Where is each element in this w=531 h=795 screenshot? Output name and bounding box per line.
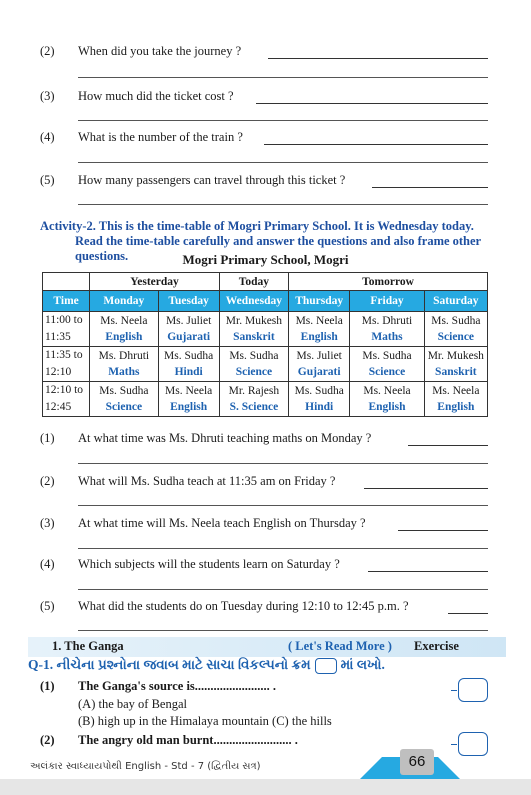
subject-name: Hindi [305, 401, 334, 413]
time-start: 12:10 to [45, 384, 84, 396]
answer-line[interactable] [78, 162, 488, 163]
question-number: (2) [40, 733, 55, 747]
teacher-name: Ms. Sudha [362, 350, 412, 362]
teacher-name: Mr. Rajesh [228, 385, 280, 397]
question-text: What did the students do on Tuesday during 12:10 to 12:45 p.m. ? [78, 599, 409, 613]
time-start: 11:35 to [45, 349, 83, 361]
period-cell [90, 347, 158, 382]
question-number: (3) [40, 516, 55, 530]
timetable [42, 272, 488, 417]
read-more-label: ( Let's Read More ) [288, 639, 392, 653]
period-cell [158, 312, 219, 347]
question-text: The angry old man burnt......................... . [78, 733, 298, 747]
time-cell [43, 382, 90, 417]
time-cell [43, 347, 90, 382]
header-saturday: Saturday [424, 291, 487, 312]
time-end: 11:35 [45, 331, 71, 343]
subject-name: English [105, 331, 143, 343]
period-cell [219, 382, 288, 417]
subject-name: English [368, 401, 406, 413]
subject-name: Sanskrit [435, 366, 477, 378]
section-title: 1. The Ganga [52, 639, 124, 653]
question-number: (1) [40, 679, 55, 693]
period-cell [219, 347, 288, 382]
subject-name: English [437, 401, 475, 413]
dash-mark [451, 690, 457, 691]
teacher-name: Ms. Sudha [99, 385, 149, 397]
question-text: At what time will Ms. Neela teach English on Thursday ? [78, 516, 366, 530]
instruction-after: માં લખો. [340, 657, 385, 672]
teacher-name: Ms. Juliet [165, 315, 212, 327]
table-row [43, 312, 488, 347]
teacher-name: Ms. Sudha [431, 315, 481, 327]
answer-line[interactable] [78, 120, 488, 121]
subject-name: English [300, 331, 338, 343]
teacher-name: Ms. Neela [100, 315, 148, 327]
group-yesterday: Yesterday [90, 273, 220, 291]
header-tuesday: Tuesday [158, 291, 219, 312]
page-number: 66 [400, 749, 434, 775]
instruction [28, 657, 385, 674]
timetable-title: Mogri Primary School, Mogri [182, 252, 349, 267]
table-row [43, 347, 488, 382]
group-tomorrow: Tomorrow [289, 273, 488, 291]
subject-name: Gujarati [297, 366, 341, 378]
subject-name: Science [437, 331, 475, 343]
answer-box[interactable] [458, 732, 488, 756]
header-wednesday: Wednesday [219, 291, 288, 312]
question-number: (2) [40, 474, 55, 488]
question-text: When did you take the journey ? [78, 44, 242, 58]
page-footer [0, 753, 531, 795]
answer-line[interactable] [364, 488, 488, 489]
answer-line[interactable] [368, 571, 488, 572]
question-number: (1) [40, 431, 55, 445]
answer-line[interactable] [408, 445, 488, 446]
time-cell [43, 312, 90, 347]
period-cell [289, 312, 350, 347]
subject-name: Science [368, 366, 406, 378]
exercise-question-2 [40, 733, 298, 748]
question-number: (3) [40, 89, 55, 103]
subject-name: Maths [371, 331, 403, 343]
answer-line[interactable] [78, 77, 488, 78]
instruction-before: Q-1. નીચેના પ્રશ્નોના જવાબ માટે સાચા વિકલ્પનો ક્રમ [28, 657, 311, 672]
period-cell [289, 382, 350, 417]
option-line: (A) the bay of Bengal [78, 697, 187, 711]
subject-name: Science [235, 366, 273, 378]
answer-line[interactable] [398, 530, 488, 531]
question-number: (2) [40, 44, 55, 58]
question-text: How many passengers can travel through this ticket ? [78, 173, 346, 187]
header-monday: Monday [90, 291, 158, 312]
question-text: At what time was Ms. Dhruti teaching maths on Monday ? [78, 431, 372, 445]
period-cell [424, 382, 487, 417]
group-today: Today [219, 273, 288, 291]
subject-name: English [170, 401, 208, 413]
period-cell [350, 312, 424, 347]
option-line: (B) high up in the Himalaya mountain (C) the hills [78, 714, 332, 728]
exercise-question-1 [40, 679, 277, 694]
time-end: 12:45 [45, 401, 72, 413]
subject-name: Sanskrit [233, 331, 275, 343]
question-number: (4) [40, 130, 55, 144]
teacher-name: Ms. Neela [363, 385, 411, 397]
subject-name: S. Science [229, 401, 279, 413]
period-cell [424, 312, 487, 347]
dash-mark [451, 744, 457, 745]
answer-line[interactable] [268, 58, 488, 59]
answer-line[interactable] [78, 463, 488, 464]
answer-line[interactable] [78, 630, 488, 631]
time-end: 12:10 [45, 366, 72, 378]
subject-name: Gujarati [167, 331, 211, 343]
group-blank [43, 273, 90, 291]
period-cell [158, 382, 219, 417]
answer-line[interactable] [448, 613, 488, 614]
footer-strip [0, 779, 531, 795]
answer-box-icon [315, 658, 337, 674]
period-cell [424, 347, 487, 382]
question-text: How much did the ticket cost ? [78, 89, 234, 103]
time-start: 11:00 to [45, 314, 83, 326]
answer-box[interactable] [458, 678, 488, 702]
teacher-name: Ms. Juliet [296, 350, 342, 362]
teacher-name: Mr. Mukesh [225, 315, 283, 327]
period-cell [90, 312, 158, 347]
teacher-name: Ms. Neela [432, 385, 480, 397]
period-cell [350, 382, 424, 417]
answer-line[interactable] [372, 187, 488, 188]
subject-name: Maths [108, 366, 140, 378]
question-number: (5) [40, 599, 55, 613]
teacher-name: Mr. Mukesh [427, 350, 484, 362]
subject-name: Hindi [174, 366, 203, 378]
answer-line[interactable] [256, 103, 488, 104]
question-text: What is the number of the train ? [78, 130, 243, 144]
header-friday: Friday [350, 291, 424, 312]
period-cell [158, 347, 219, 382]
teacher-name: Ms. Neela [295, 315, 343, 327]
question-text: What will Ms. Sudha teach at 11:35 am on Friday ? [78, 474, 336, 488]
question-number: (5) [40, 173, 55, 187]
period-cell [289, 347, 350, 382]
period-cell [90, 382, 158, 417]
answer-line[interactable] [78, 204, 488, 205]
teacher-name: Ms. Dhruti [98, 350, 150, 362]
teacher-name: Ms. Sudha [164, 350, 214, 362]
exercise-label: Exercise [414, 639, 459, 653]
header-thursday: Thursday [289, 291, 350, 312]
teacher-name: Ms. Neela [165, 385, 213, 397]
answer-line[interactable] [78, 505, 488, 506]
answer-line[interactable] [78, 589, 488, 590]
answer-line[interactable] [264, 144, 488, 145]
answer-line[interactable] [78, 548, 488, 549]
teacher-name: Ms. Sudha [294, 385, 344, 397]
period-cell [219, 312, 288, 347]
header-time: Time [43, 291, 90, 312]
activity-line-2: Read the time-table carefully and answer the questions and also frame other [75, 234, 482, 248]
teacher-name: Ms. Dhruti [361, 315, 413, 327]
question-text: Which subjects will the students learn on Saturday ? [78, 557, 340, 571]
activity-line-1: Activity-2. This is the time-table of Mogri Primary School. It is Wednesday today. [40, 219, 474, 233]
subject-name: Science [105, 401, 143, 413]
book-title: અલંકાર સ્વાધ્યાયપોથી English - Std - 7 (દ્વિતીય સત્ર) [30, 761, 261, 772]
activity-line-3: questions. [75, 249, 129, 263]
teacher-name: Ms. Sudha [229, 350, 279, 362]
question-number: (4) [40, 557, 55, 571]
table-row [43, 382, 488, 417]
question-text: The Ganga's source is........................ . [78, 679, 277, 693]
period-cell [350, 347, 424, 382]
